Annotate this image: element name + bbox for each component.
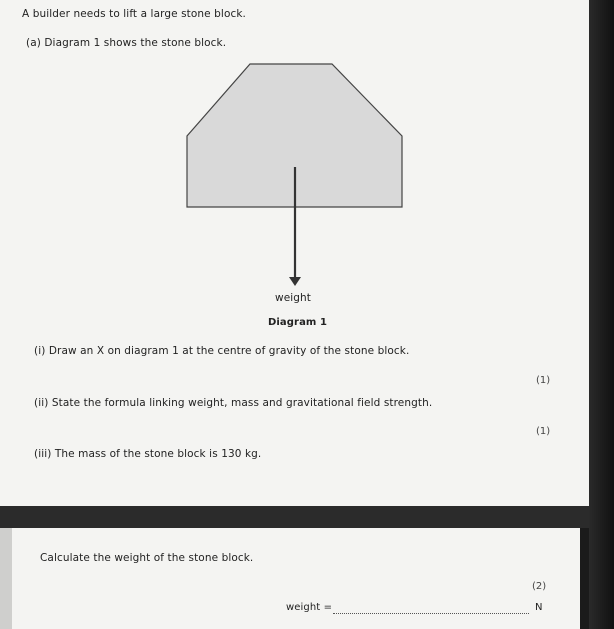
unit-label: N: [535, 602, 543, 613]
answer-label: weight =: [286, 602, 333, 613]
marks-ii: (1): [536, 426, 551, 437]
intro-text: A builder needs to lift a large stone block.: [22, 8, 246, 20]
diagram-caption: Diagram 1: [268, 317, 328, 328]
question-iii: (iii) The mass of the stone block is 130 kg.: [34, 448, 262, 460]
marks-calc: (2): [532, 581, 547, 592]
answer-line[interactable]: [333, 613, 529, 614]
weight-arrow-head: [289, 277, 301, 286]
question-i: (i) Draw an X on diagram 1 at the centre of gravity of the stone block.: [34, 345, 410, 357]
part-a-text: (a) Diagram 1 shows the stone block.: [26, 37, 227, 49]
calculate-text: Calculate the weight of the stone block.: [40, 552, 254, 564]
marks-i: (1): [536, 375, 551, 386]
question-ii: (ii) State the formula linking weight, mass and gravitational field strength.: [34, 397, 433, 409]
weight-label: weight: [275, 292, 312, 304]
